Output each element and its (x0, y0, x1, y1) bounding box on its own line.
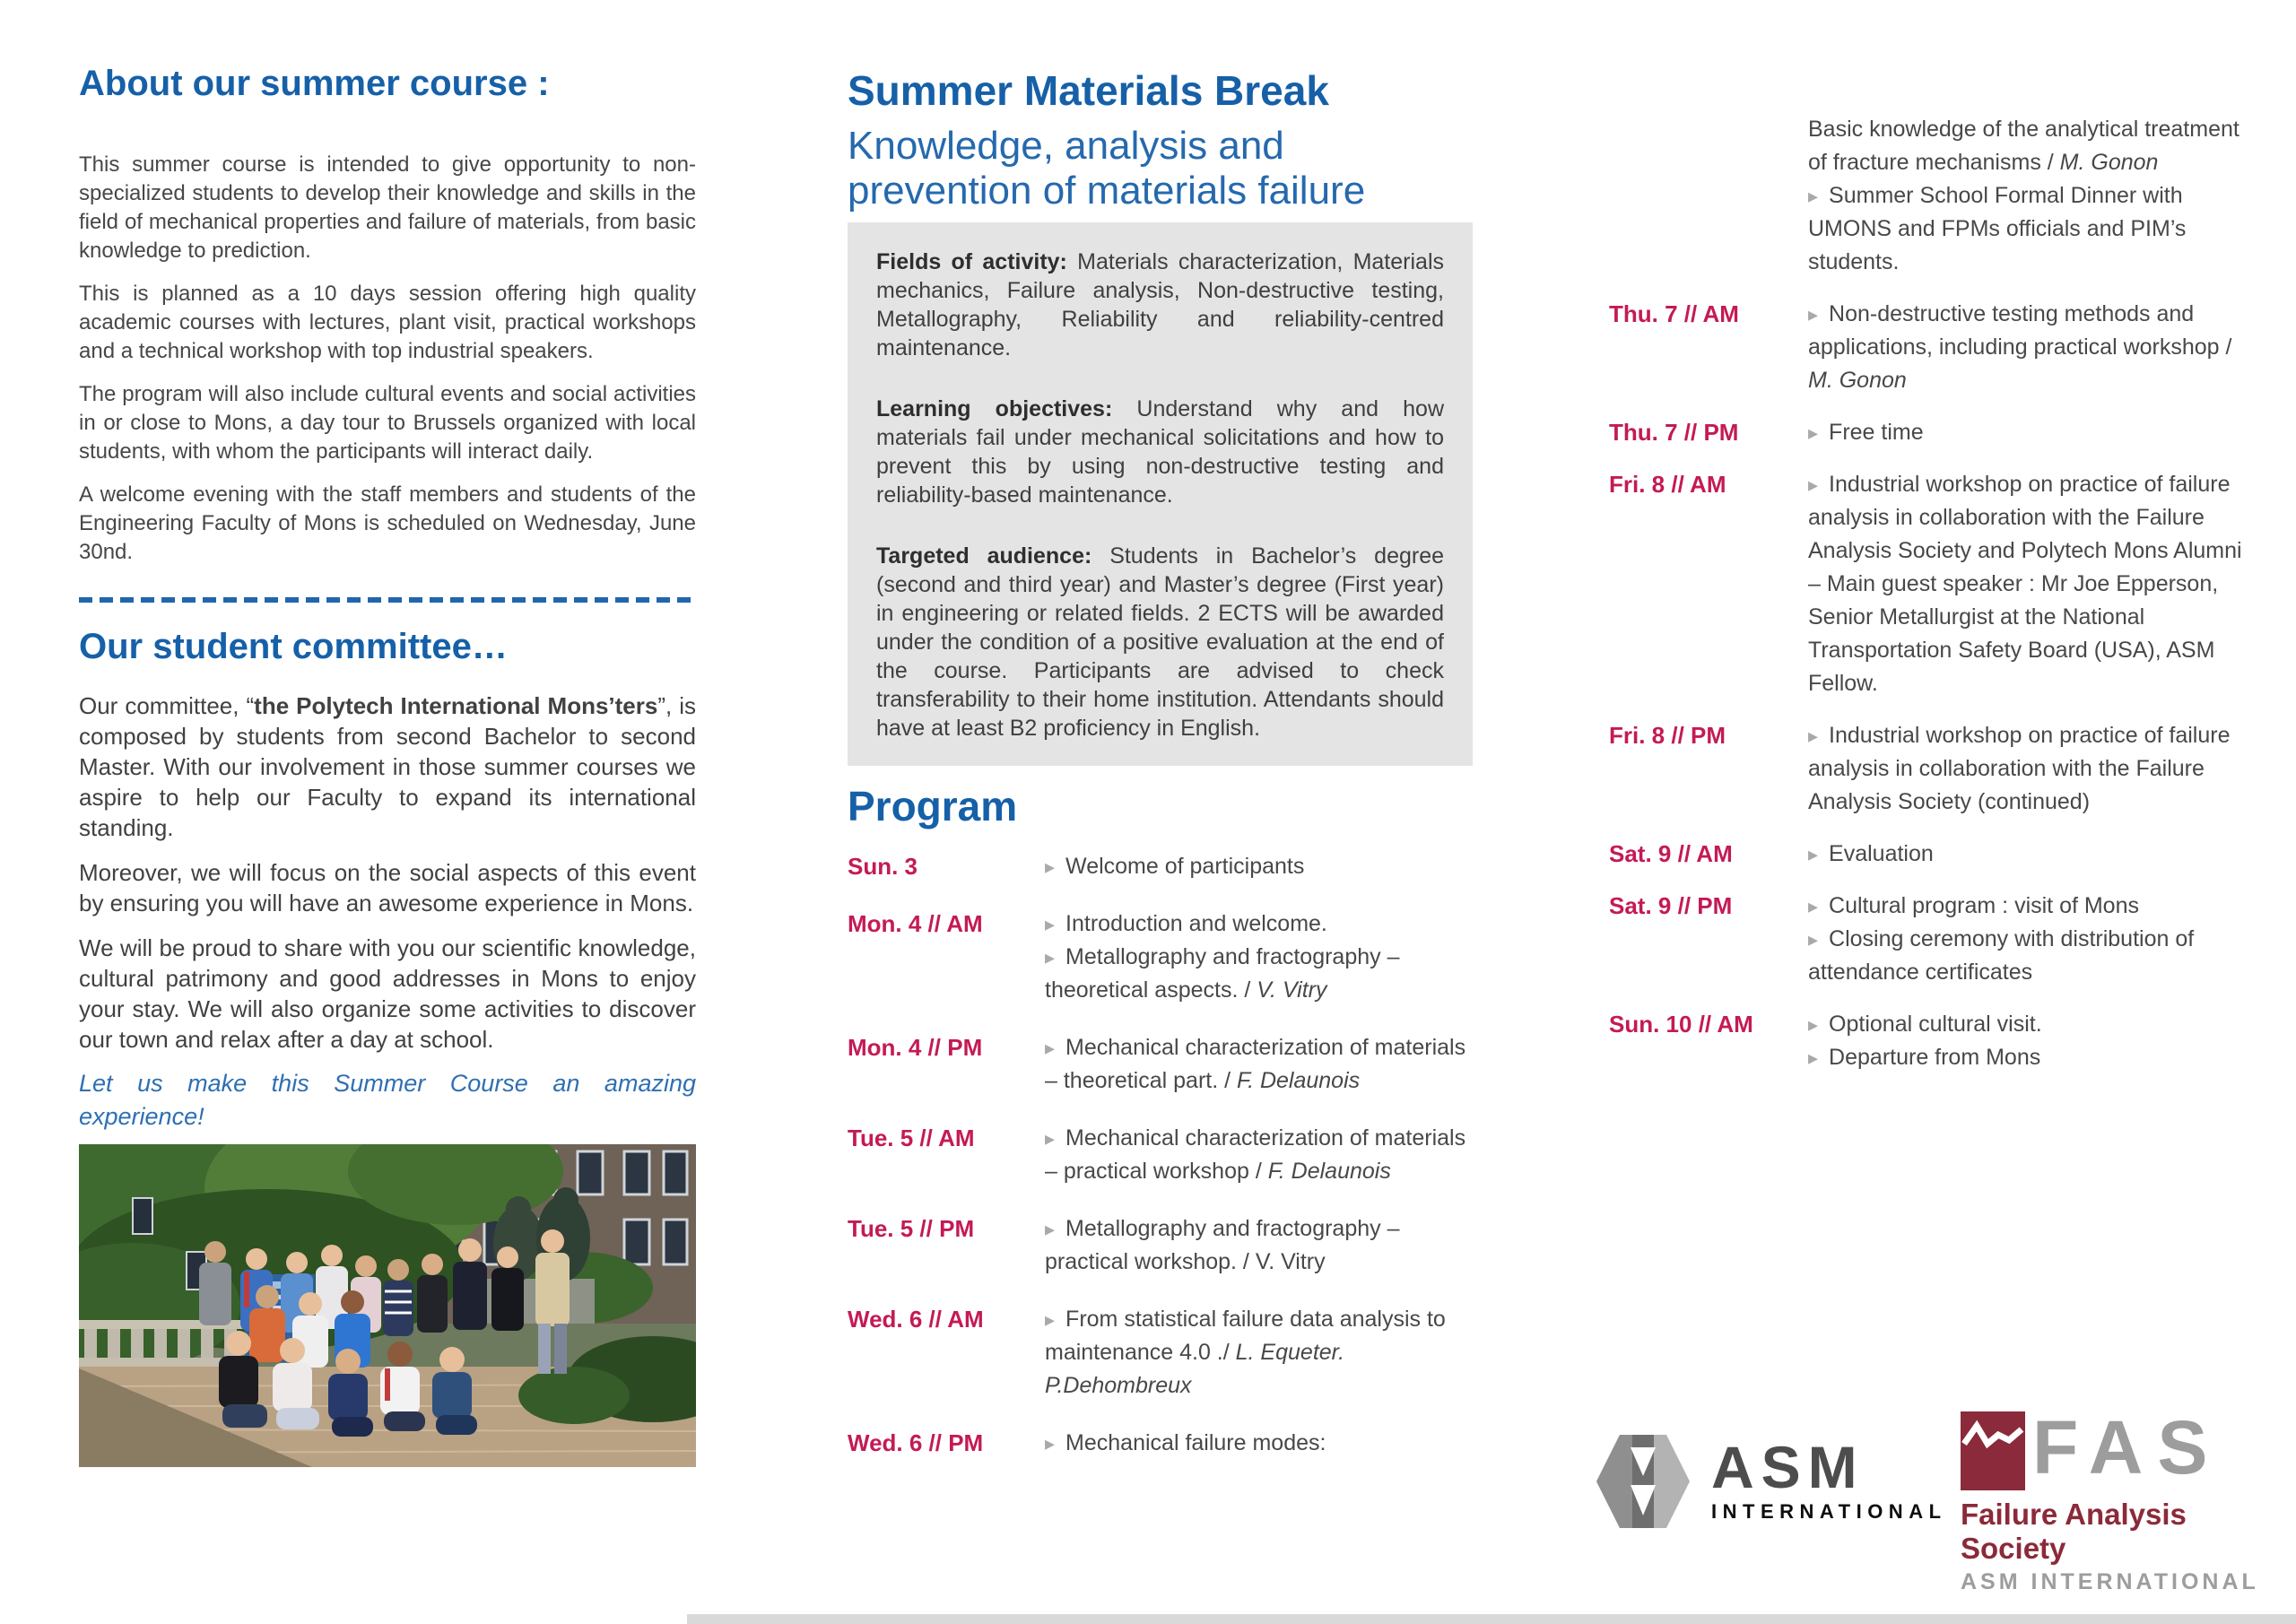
program-row (1609, 298, 2251, 397)
triangle-bullet-icon: ▸ (1808, 725, 1819, 747)
committee-paragraph-3: We will be proud to share with you our scientific knowledge, cultural patrimony and good addresses in Mons to enjoy your stay. We will also organize some activities to discover our town and relax after a day at school. (79, 934, 696, 1053)
program-row (848, 1122, 1473, 1188)
program-item (1808, 1008, 2251, 1041)
learning-objectives (876, 395, 1444, 509)
program-item-credit: V. Vitry (1257, 977, 1327, 1003)
program-item-text: Mechanical failure modes: (1065, 1430, 1326, 1455)
program-item-text: Basic knowledge of the analytical treatment of fracture mechanisms / (1808, 117, 2239, 175)
triangle-bullet-icon: ▸ (1045, 1432, 1056, 1455)
committee-paragraph-1 (79, 690, 696, 843)
program-date: Mon. 4 // AM (848, 910, 983, 937)
middle-column (848, 0, 1473, 1484)
committee-p1-suffix: ”, is composed by students from second Bachelor to second Master. With our involvement in those summer courses we aspire to help our Faculty to expand its international standing. (79, 692, 697, 841)
program-item-text: Cultural program : visit of Mons (1829, 893, 2139, 918)
bottom-fold-bar (687, 1614, 2296, 1624)
program-date: Tue. 5 // PM (848, 1215, 975, 1242)
program-item-credit: M. Gonon (1808, 368, 1907, 393)
program-item-text: Evaluation (1829, 841, 1934, 866)
program-row (1609, 468, 2251, 700)
program-item-text: Optional cultural visit. (1829, 1012, 2042, 1037)
fas-logo-subtitle-2: ASM INTERNATIONAL (1961, 1569, 2259, 1594)
triangle-bullet-icon: ▸ (1045, 1037, 1056, 1059)
program-item-credit: M. Gonon (2059, 150, 2159, 175)
committee-paragraph-2: Moreover, we will focus on the social aspects of this event by ensuring you will have an awesome experience in Mons. (79, 859, 696, 916)
program-item (1045, 1122, 1473, 1188)
targeted-audience (876, 542, 1444, 743)
program-title: Program (848, 783, 1018, 829)
triangle-bullet-icon: ▸ (1808, 843, 1819, 865)
program-row (848, 1031, 1473, 1098)
program-date: Fri. 8 // PM (1609, 722, 1726, 749)
program-item (1045, 1427, 1473, 1460)
fields-label: Fields of activity: (876, 249, 1067, 274)
program-item-text: Introduction and welcome. (1065, 911, 1327, 936)
about-title: About our summer course : (79, 64, 550, 103)
program-item (1045, 1212, 1473, 1279)
asm-logo-subtitle: INTERNATIONAL (1711, 1500, 1947, 1523)
program-item (1808, 416, 2251, 449)
program-date: Thu. 7 // AM (1609, 300, 1739, 327)
triangle-bullet-icon: ▸ (1808, 421, 1819, 444)
program-item-credit: L. Equeter. P.Dehombreux (1045, 1340, 1345, 1398)
program-item-text: Metallography and fractography – practical workshop. / V. Vitry (1045, 1216, 1400, 1274)
program-item (1808, 298, 2251, 397)
program-date: Sat. 9 // PM (1609, 892, 1733, 919)
program-item (1045, 1031, 1473, 1098)
program-item-text: Industrial workshop on practice of failure analysis in collaboration with the Failure Analysis Society and Polytech Mons Alumni – Main guest speaker : Mr Joe Epperson, Senior Metallurgist at the National Transportation Safety Board (USA), ASM Fellow. (1808, 472, 2242, 696)
main-subtitle: Knowledge, analysis and prevention of materials failure (848, 124, 1366, 213)
program-row (848, 850, 1473, 883)
program-item (1808, 113, 2251, 179)
triangle-bullet-icon: ▸ (1045, 946, 1056, 968)
program-row (1609, 1008, 2251, 1074)
main-title: Summer Materials Break (848, 67, 1329, 114)
program-date: Sun. 3 (848, 853, 918, 880)
program-item-text: Non-destructive testing methods and applications, including practical workshop / (1808, 301, 2232, 360)
triangle-bullet-icon: ▸ (1045, 913, 1056, 935)
triangle-bullet-icon: ▸ (1045, 1308, 1056, 1331)
fields-text: Materials characterization, Materials mechanics, Failure analysis, Non-destructive testing, Metallography, Reliability and reliability-centred maintenance. (876, 249, 1444, 360)
program-item-text: From statistical failure data analysis to maintenance 4.0 ./ (1045, 1307, 1446, 1365)
program-item (1045, 1303, 1473, 1403)
about-paragraph-1: This summer course is intended to give opportunity to non-specialized students to develop their knowledge and skills in the field of mechanical properties and failure of materials, from basic knowledge to prediction. (79, 152, 696, 263)
program-row (848, 1427, 1473, 1460)
program-item (1808, 179, 2251, 279)
fas-logo-subtitle: Failure Analysis Society (1961, 1498, 2187, 1565)
program-date: Tue. 5 // AM (848, 1125, 975, 1151)
triangle-bullet-icon: ▸ (1045, 1218, 1056, 1240)
triangle-bullet-icon: ▸ (1045, 855, 1056, 878)
triangle-bullet-icon: ▸ (1808, 928, 1819, 951)
about-paragraph-3: The program will also include cultural events and social activities in or close to Mons, a day tour to Brussels organized with local students, with whom the participants will interact daily. (79, 382, 696, 464)
asm-hexagon-icon (1596, 1431, 1690, 1532)
program-date: Thu. 7 // PM (1609, 419, 1739, 446)
program-row (848, 1303, 1473, 1403)
program-item (1808, 719, 2251, 819)
program-item-text: Closing ceremony with distribution of attendance certificates (1808, 926, 2195, 985)
program-row (848, 908, 1473, 1007)
program-item (1808, 923, 2251, 989)
course-info-box (848, 222, 1473, 766)
program-item-credit: F. Delaunois (1237, 1068, 1361, 1093)
program-item-text: Metallography and fractography – theoretical aspects. / (1045, 944, 1400, 1003)
asm-international-logo (1596, 1431, 1947, 1532)
triangle-bullet-icon: ▸ (1808, 895, 1819, 917)
program-item (1808, 1041, 2251, 1074)
program-date: Wed. 6 // AM (848, 1306, 984, 1333)
program-item (1045, 850, 1473, 883)
right-column (1609, 0, 2251, 1093)
program-item-text: Industrial workshop on practice of failure analysis in collaboration with the Failure Analysis Society (continued) (1808, 723, 2231, 814)
asm-logo-name: ASM (1711, 1434, 1865, 1500)
triangle-bullet-icon: ▸ (1808, 1013, 1819, 1036)
fields-of-activity (876, 248, 1444, 362)
program-item (1808, 468, 2251, 700)
objectives-text: Understand why and how materials fail under mechanical solicitations and how to prevent this by using non-destructive testing and reliability-based maintenance. (876, 396, 1444, 508)
triangle-bullet-icon: ▸ (1808, 303, 1819, 326)
program-row (1609, 113, 2251, 279)
program-item-text: Mechanical characterization of materials – practical workshop / (1045, 1125, 1466, 1184)
triangle-bullet-icon: ▸ (1808, 473, 1819, 496)
fas-fracture-icon (1961, 1411, 2025, 1490)
committee-name-bold: the Polytech International Mons’ters (254, 692, 658, 719)
about-paragraph-4: A welcome evening with the staff members and students of the Engineering Faculty of Mons is scheduled on Wednesday, June 30nd. (79, 482, 696, 564)
triangle-bullet-icon: ▸ (1808, 1046, 1819, 1069)
program-item-text: Summer School Formal Dinner with UMONS and FPMs officials and PIM’s students. (1808, 183, 2187, 274)
group-photo (79, 1144, 696, 1467)
program-date: Fri. 8 // AM (1609, 471, 1726, 498)
program-date: Sun. 10 // AM (1609, 1011, 1753, 1038)
about-paragraph-2: This is planned as a 10 days session offering high quality academic courses with lectures, plant visit, practical workshops and a technical workshop with top industrial speakers. (79, 282, 696, 363)
program-date: Mon. 4 // PM (848, 1034, 983, 1061)
program-rows-mid (848, 850, 1473, 1460)
program-item (1045, 941, 1473, 1007)
triangle-bullet-icon: ▸ (1045, 1127, 1056, 1150)
dashed-divider (79, 597, 696, 603)
audience-label: Targeted audience: (876, 543, 1092, 569)
audience-text: Students in Bachelor’s degree (second and third year) and Master’s degree (First year) in engineering or related fields. 2 ECTS will be awarded under the condition of a positive evaluation at the end of the course. Participants are advised to check transferability to their home institution. Attendants should have at least B2 proficiency in English. (876, 543, 1445, 741)
program-item-text: Mechanical characterization of materials – theoretical part. / (1045, 1035, 1466, 1093)
triangle-bullet-icon: ▸ (1808, 185, 1819, 207)
committee-title: Our student committee… (79, 627, 508, 666)
program-item (1045, 908, 1473, 941)
program-item (1808, 890, 2251, 923)
program-row (1609, 890, 2251, 989)
program-item-text: Welcome of participants (1065, 854, 1305, 879)
program-item-text: Departure from Mons (1829, 1045, 2041, 1070)
objectives-label: Learning objectives: (876, 396, 1113, 421)
program-item-credit: F. Delaunois (1267, 1159, 1391, 1184)
fas-logo-name: FAS (2032, 1405, 2222, 1489)
program-date: Sat. 9 // AM (1609, 840, 1733, 867)
program-date: Wed. 6 // PM (848, 1429, 984, 1456)
program-row (848, 1212, 1473, 1279)
committee-p1-prefix: Our committee, “ (79, 692, 255, 719)
program-row (1609, 838, 2251, 871)
closing-slogan: Let us make this Summer Course an amazing experience! (79, 1070, 696, 1130)
group-photo-illustration (79, 1144, 696, 1467)
program-item-text: Free time (1829, 420, 1924, 445)
fas-logo (1961, 1405, 2296, 1595)
program-row (1609, 416, 2251, 449)
program-row (1609, 719, 2251, 819)
left-column (79, 0, 696, 1467)
program-item (1808, 838, 2251, 871)
